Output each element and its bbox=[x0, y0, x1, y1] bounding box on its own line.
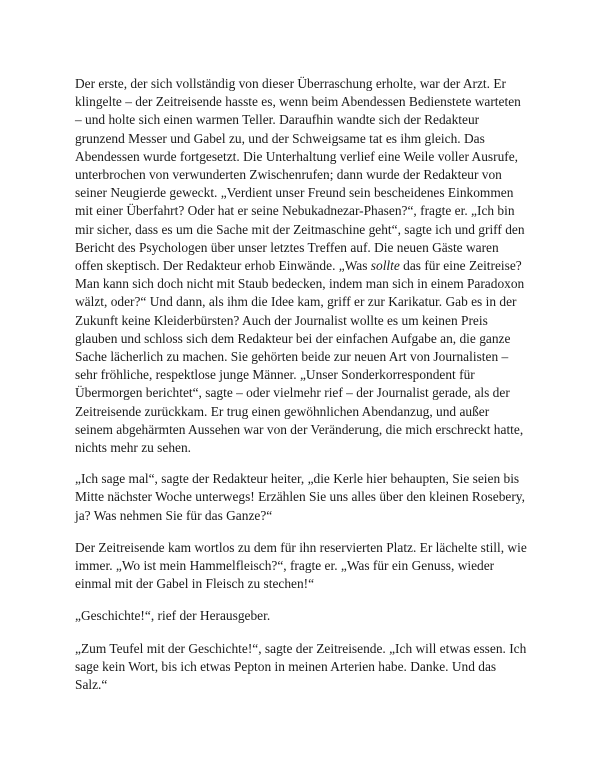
paragraph-1-emphasis: sollte bbox=[370, 258, 400, 274]
paragraph-1 bbox=[75, 75, 527, 457]
paragraph-1-text-b: das für eine Zeitreise? Man kann sich doch nicht mit Staub bedecken, indem man sich in einem Paradoxon wälzt, oder?“ Und dann, als ihm die Idee kam, griff er zur Karikatur. Gab es in der Zukunft keine Kleiderbürsten? Auch der Journalist wollte es um keinen Preis glauben und schloss sich dem Redakteur bei der einfachen Aufgabe an, die ganze Sache lächerlich zu machen. Sie gehörten beide zur neuen Art von Journalisten – sehr fröhliche, respektlose junge Männer. „Unser Sonderkorrespondent für Übermorgen berichtet“, sagte – oder vielmehr rief – der Journalist gerade, als der Zeitreisende zurückkam. Er trug einen gewöhnlichen Abendanzug, und außer seinem abgehärmten Aussehen war von der Veränderung, die mich erschreckt hatte, nichts mehr zu sehen. bbox=[75, 258, 525, 456]
paragraph-4: „Geschichte!“, rief der Herausgeber. bbox=[75, 608, 271, 624]
paragraph-5: „Zum Teufel mit der Geschichte!“, sagte der Zeitreisende. „Ich will etwas essen. Ich sage kein Wort, bis ich etwas Pepton in meinen Arterien habe. Danke. Und das Salz.“ bbox=[75, 640, 527, 693]
paragraph-2: „Ich sage mal“, sagte der Redakteur heiter, „die Kerle hier behaupten, Sie seien bis Mitte nächster Woche unterwegs! Erzählen Sie uns alles über den kleinen Rosebery, ja? Was nehmen Sie für das Ganze?“ bbox=[75, 471, 525, 523]
document-page bbox=[75, 75, 527, 708]
paragraph-3: Der Zeitreisende kam wortlos zu dem für ihn reservierten Platz. Er lächelte still, wie immer. „Wo ist mein Hammelfleisch?“, fragte er. „Was für ein Genuss, wieder einmal mit der Gabel in Fleisch zu stechen!“ bbox=[75, 539, 527, 592]
paragraph-1-text-a: Der erste, der sich vollständig von dieser Überraschung erholte, war der Arzt. Er klingelte – der Zeitreisende hasste es, wenn beim Abendessen Bedienstete warteten – und holte sich einen warmen Teller. Daraufhin wandte sich der Redakteur grunzend Messer und Gabel zu, und der Schweigsame tat es ihm gleich. Das Abendessen wurde fortgesetzt. Die Unterhaltung verlief eine Weile voller Ausrufe, unterbrochen von verwunderten Zwischenrufen; dann wurde der Redakteur von seiner Neugierde geweckt. „Verdient unser Freund sein bescheidenes Einkommen mit einer Überfahrt? Oder hat er seine Nebukadnezar-Phasen?“, fragte er. „Ich bin mir sicher, dass es um die Sache mit der Zeitmaschine geht“, sagte ich und griff den Bericht des Psychologen über unser letztes Treffen auf. Die neuen Gäste waren offen skeptisch. Der Redakteur erhob Einwände. „Was bbox=[75, 76, 525, 274]
